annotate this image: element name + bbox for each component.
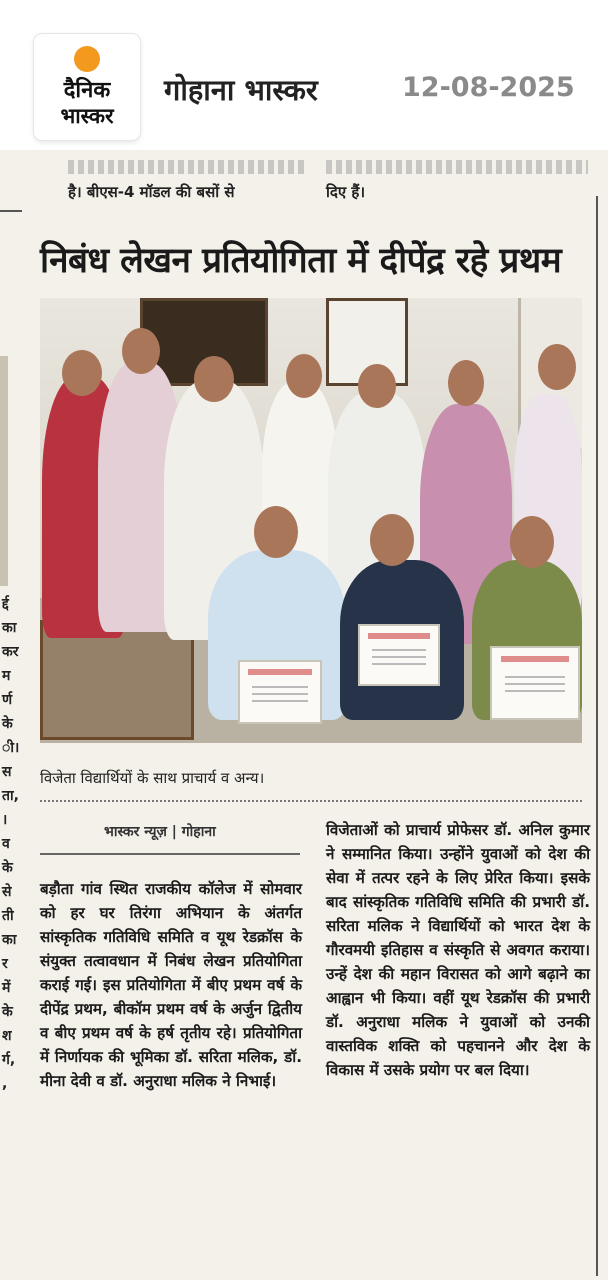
left-margin-fragment: स: [2, 764, 12, 780]
article-body-column-2: विजेताओं को प्राचार्य प्रोफेसर डॉ. अनिल कुमार ने सम्मानित किया। उन्होंने युवाओं को देश की सेवा में तत्पर रहने के लिए प्रेरित किया। इसके बाद सांस्कृतिक गतिविधि समिति की प्रभारी डॉ. सरिता मलिक ने विद्यार्थियों को भारत देश के गौरवमयी इतिहास व संस्कृति से अवगत कराया। उन्हें देश की महान विरासत को आगे बढ़ाने का आह्वान भी किया। वहीं यूथ रेडक्रॉस की प्रभारी डॉ. अनुराधा मलिक ने युवाओं को उनकी वास्तविक शक्ति को पहचानने और देश के विकास में उसके प्रयोग पर बल दिया।: [326, 821, 590, 1079]
person-head-6: [448, 360, 484, 406]
left-margin-fragment: ,: [2, 1076, 8, 1092]
adjacent-photo-fragment: [0, 356, 8, 586]
left-margin-fragment: के: [2, 1004, 13, 1020]
clipped-text-left: है। बीएस-4 मॉडल की बसों से: [68, 183, 235, 201]
person-head-4: [286, 354, 322, 398]
left-margin-fragment: र्ण: [2, 692, 13, 708]
clipped-faint-line-right: [326, 160, 588, 174]
certificate-1: [238, 660, 322, 724]
app-header: [0, 0, 608, 150]
left-margin-fragment: र्ग,: [2, 1052, 16, 1068]
left-margin-fragment: के: [2, 716, 13, 732]
left-margin-fragment: का: [2, 932, 17, 948]
student-head-3: [510, 516, 554, 568]
left-margin-fragment: श: [2, 1028, 12, 1044]
logo-text-line2: भास्कर: [60, 104, 114, 128]
left-margin-fragment: से: [2, 884, 12, 900]
left-margin-fragment: र: [2, 956, 8, 972]
caption-dotted-rule: [40, 800, 582, 802]
clipped-faint-line-left: [68, 160, 304, 174]
logo-text-line1: दैनिक: [63, 78, 111, 103]
left-margin-fragment: ता,: [2, 788, 19, 804]
dainik-bhaskar-logo[interactable]: [34, 34, 140, 140]
student-head-2: [370, 514, 414, 566]
right-column-edge: [596, 196, 598, 1276]
article-photo[interactable]: [40, 298, 582, 743]
person-head-2: [122, 328, 160, 374]
column-rule-left: [0, 210, 22, 212]
certificate-3: [490, 646, 580, 720]
sun-logo-icon: [74, 46, 100, 72]
person-head-7: [538, 344, 576, 390]
left-margin-fragment: र्द्द: [2, 596, 9, 612]
left-margin-fragment: कर: [2, 644, 19, 660]
clipped-text-right: दिए हैं।: [326, 183, 366, 201]
left-margin-fragments: [2, 592, 18, 1096]
left-margin-fragment: के: [2, 860, 13, 876]
person-head-5: [358, 364, 396, 408]
left-margin-fragment: ी।: [2, 740, 20, 756]
person-head-1: [62, 350, 102, 396]
left-margin-fragment: का: [2, 620, 17, 636]
article-byline: भास्कर न्यूज़ | गोहाना: [104, 824, 216, 840]
article-headline: निबंध लेखन प्रतियोगिता में दीपेंद्र रहे प्रथम: [40, 241, 562, 281]
person-head-3: [194, 356, 234, 402]
byline-rule: [40, 853, 300, 855]
left-margin-fragment: व: [2, 836, 10, 852]
left-margin-fragment: म: [2, 668, 11, 684]
certificate-2: [358, 624, 440, 686]
article-body-column-1: बड़ौता गांव स्थित राजकीय कॉलेज में सोमवार को हर घर तिरंगा अभियान के अंतर्गत सांस्कृतिक गतिविधि समिति व यूथ रेडक्रॉस के संयुक्त तत्वावधान में निबंध लेखन प्रतियोगिता कराई गई। इस प्रतियोगिता में बीए प्रथम वर्ष के दीपेंद्र प्रथम, बीकॉम प्रथम वर्ष के अर्जुन द्वितीय व बीए प्रथम वर्ष के हर्ष तृतीय रहे। प्रतियोगिता में निर्णायक की भूमिका डॉ. सरिता मलिक, डॉ. मीना देवी व डॉ. अनुराधा मलिक ने निभाई।: [40, 880, 302, 1090]
left-margin-fragment: ती: [2, 908, 14, 924]
edition-title: गोहाना भास्कर: [164, 73, 318, 107]
student-head-1: [254, 506, 298, 558]
left-margin-fragment: ।: [2, 812, 8, 828]
edition-date: 12-08-2025: [402, 72, 575, 103]
left-margin-fragment: में: [2, 980, 11, 996]
photo-caption: विजेता विद्यार्थियों के साथ प्राचार्य व अन्य।: [40, 769, 265, 787]
